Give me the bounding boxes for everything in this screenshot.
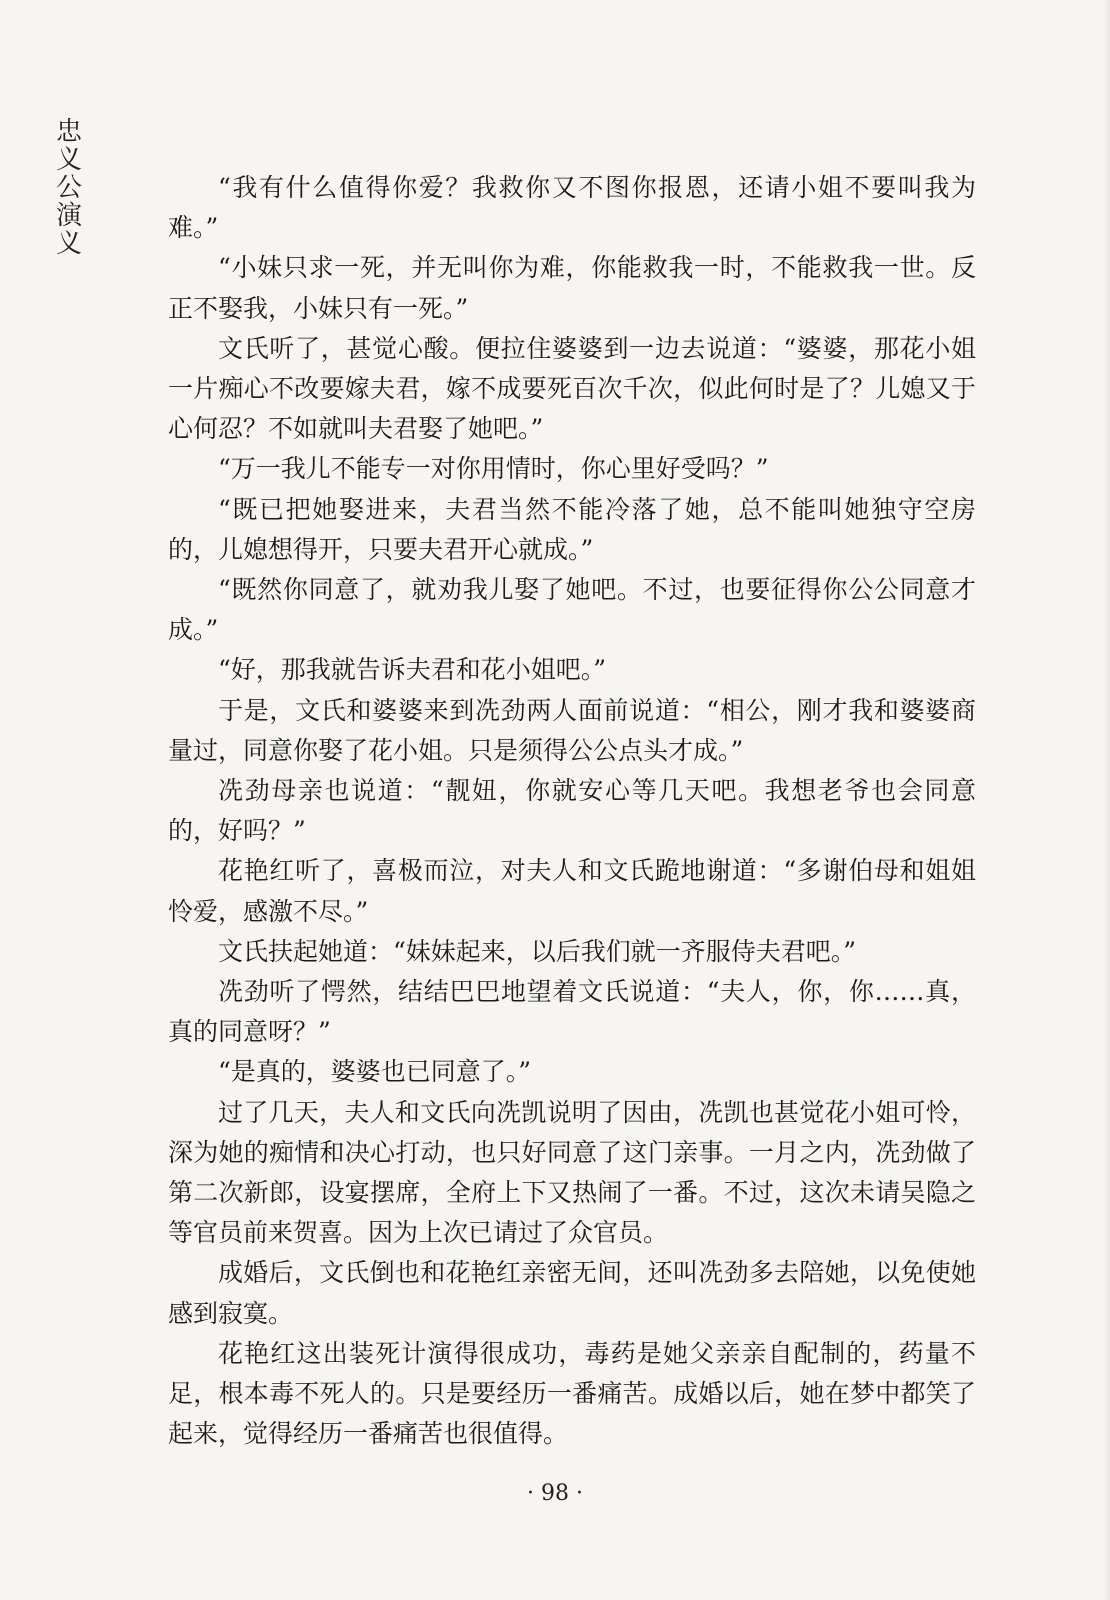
paragraph: 文氏听了，甚觉心酸。便拉住婆婆到一边去说道：“婆婆，那花小姐一片痴心不改要嫁夫君，嫁不成要死百次千次，似此何时是了？儿媳又于心何忍？不如就叫夫君娶了她吧。”: [168, 333, 976, 444]
running-title-char: 义: [55, 229, 82, 259]
paragraph: “小妹只求一死，并无叫你为难，你能救我一时，不能救我一世。反正不娶我，小妹只有一死。”: [168, 253, 976, 323]
paragraph: 过了几天，夫人和文氏向冼凯说明了因由，冼凯也甚觉花小姐可怜，深为她的痴情和决心打动，也只好同意了这门亲事。一月之内，冼劲做了第二次新郎，设宴摆席，全府上下又热闹了一番。不过，这次未请吴隐之等官员前来贺喜。因为上次已请过了众官员。: [168, 1097, 976, 1248]
paragraph: “万一我儿不能专一对你用情时，你心里好受吗？”: [218, 454, 769, 484]
running-title-char: 公: [55, 173, 82, 203]
paragraph: 花艳红这出装死计演得很成功，毒药是她父亲亲自配制的，药量不足，根本毒不死人的。只是要经历一番痛苦。成婚以后，她在梦中都笑了起来，觉得经历一番痛苦也很值得。: [168, 1338, 976, 1449]
paragraph: 冼劲母亲也说道：“靓妞，你就安心等几天吧。我想老爷也会同意的，好吗？”: [168, 776, 976, 846]
paragraph: “好，那我就告诉夫君和花小姐吧。”: [218, 655, 607, 685]
paragraph: “我有什么值得你爱？我救你又不图你报恩，还请小姐不要叫我为难。”: [168, 173, 976, 243]
paragraph: 文氏扶起她道：“妹妹起来，以后我们就一齐服侍夫君吧。”: [218, 936, 857, 966]
paragraph: 冼劲听了愕然，结结巴巴地望着文氏说道：“夫人，你，你……真，真的同意呀？”: [168, 977, 976, 1047]
body-text: [168, 168, 976, 1455]
paragraph: “是真的，婆婆也已同意了。”: [218, 1057, 532, 1087]
paragraph: 成婚后，文氏倒也和花艳红亲密无间，还叫冼劲多去陪她，以免使她感到寂寞。: [168, 1258, 976, 1328]
page-number: · 98 ·: [527, 1481, 583, 1506]
paragraph: 花艳红听了，喜极而泣，对夫人和文氏跪地谢道：“多谢伯母和姐姐怜爱，感激不尽。”: [168, 856, 976, 926]
scan-edge-shadow: [1104, 0, 1110, 1600]
paragraph: “既已把她娶进来，夫君当然不能冷落了她，总不能叫她独守空房的，儿媳想得开，只要夫君开心就成。”: [168, 494, 976, 564]
paragraph: “既然你同意了，就劝我儿娶了她吧。不过，也要征得你公公同意才成。”: [168, 575, 976, 645]
running-title-char: 演: [55, 201, 82, 231]
running-title-char: 忠: [55, 117, 82, 147]
running-title: [52, 118, 86, 258]
paragraph: 于是，文氏和婆婆来到冼劲两人面前说道：“相公，刚才我和婆婆商量过，同意你娶了花小姐。只是须得公公点头才成。”: [168, 695, 976, 765]
running-title-char: 义: [55, 145, 82, 175]
